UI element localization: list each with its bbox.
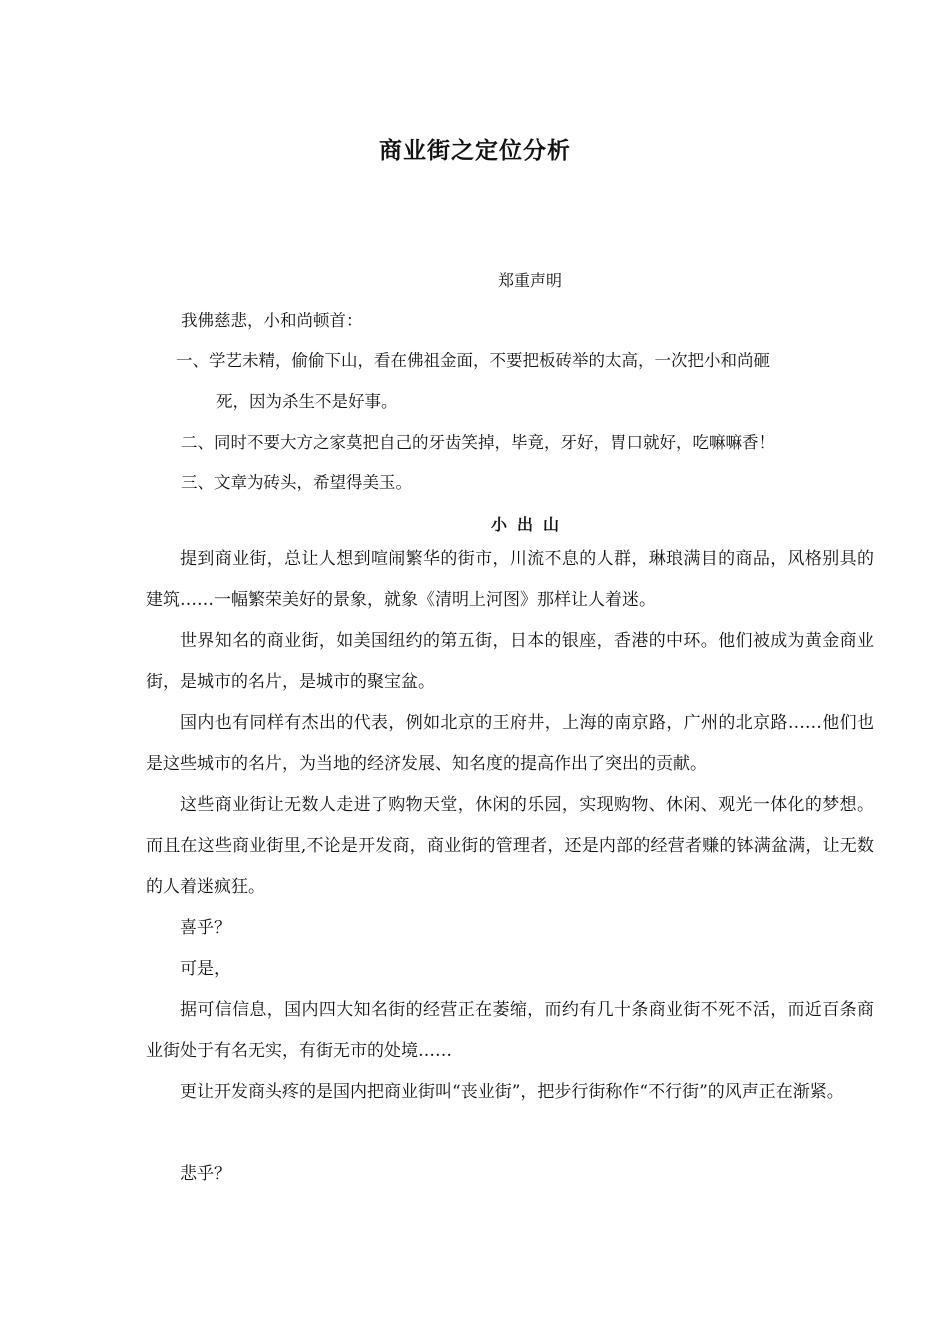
declaration-item-1-line-2: 死，因为杀生不是好事。 — [216, 392, 398, 411]
body-paragraph: 世界知名的商业街，如美国纽约的第五街，日本的银座，香港的中环。他们被成为黄金商业街，是城市的名片，是城市的聚宝盆。 — [146, 631, 874, 692]
section-heading: 小出山 — [490, 515, 569, 534]
body-paragraph: 可是， — [180, 959, 231, 979]
declaration-item-3: 三、文章为砖头，希望得美玉。 — [181, 473, 412, 492]
body-paragraph: 更让开发商头疼的是国内把商业街叫“丧业街”，把步行街称作“不行街”的风声正在渐紧。 — [180, 1082, 844, 1102]
body-paragraph: 喜乎？ — [180, 918, 231, 938]
body-paragraph: 提到商业街，总让人想到喧闹繁华的街市，川流不息的人群，琳琅满目的商品，风格别具的建筑……一幅繁荣美好的景象，就象《清明上河图》那样让人着迷。 — [146, 549, 874, 610]
declaration-greeting: 我佛慈悲，小和尚顿首： — [181, 311, 363, 330]
body-paragraph: 据可信信息，国内四大知名街的经营正在萎缩，而约有几十条商业街不死不活，而近百条商业街处于有名无实，有街无市的处境…… — [146, 1000, 874, 1061]
declaration-item-1-line-1: 一、学艺未精，偷偷下山，看在佛祖金面，不要把板砖举的太高，一次把小和尚砸 — [176, 351, 770, 370]
document-title: 商业街之定位分析 — [379, 138, 571, 164]
declaration-heading: 郑重声明 — [497, 271, 562, 290]
body-paragraph: 这些商业街让无数人走进了购物天堂，休闲的乐园，实现购物、休闲、观光一体化的梦想。而且在这些商业街里,不论是开发商，商业街的管理者，还是内部的经营者赚的钵满盆满，让无数的人着迷疯狂。 — [146, 795, 874, 897]
body-paragraph: 国内也有同样有杰出的代表，例如北京的王府井，上海的南京路，广州的北京路……他们也是这些城市的名片，为当地的经济发展、知名度的提高作出了突出的贡献。 — [146, 713, 874, 774]
declaration-item-2: 二、同时不要大方之家莫把自己的牙齿笑掉，毕竟，牙好，胃口就好，吃嘛嘛香！ — [181, 433, 775, 452]
body-paragraph: 悲乎？ — [180, 1164, 231, 1184]
